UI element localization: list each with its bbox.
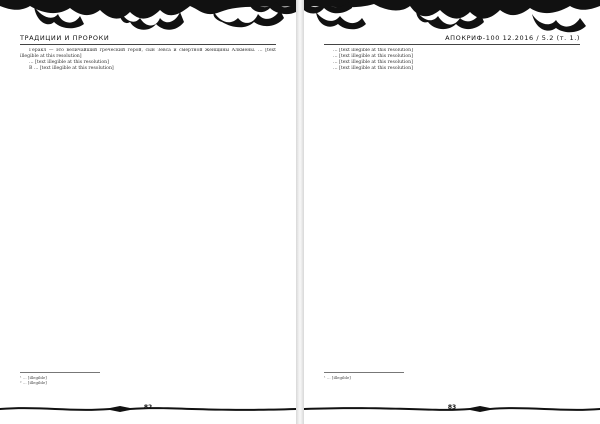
paragraph: … [text illegible at this resolution]	[333, 48, 413, 53]
page-number: 83	[447, 404, 457, 411]
running-head: ТРАДИЦИИ И ПРОРОКИ	[20, 34, 110, 42]
running-head: АПОКРИФ-100 12.2016 / 5.2 (т. 1.)	[445, 34, 580, 42]
paragraph: В … [text illegible at this resolution]	[29, 66, 114, 72]
header-rule	[20, 44, 276, 45]
footnote: ² … [illegible]	[20, 380, 47, 386]
body-text	[324, 48, 580, 368]
footnote: ¹ … [illegible]	[324, 375, 351, 380]
footnote-rule	[20, 372, 100, 373]
page-number: 82	[143, 404, 153, 411]
paragraph: Геракл — это величайший греческий герой, сын Зевса и смертной женщины Алкмены. … [text illegible at this resolution]	[20, 48, 276, 60]
header-rule	[324, 44, 580, 45]
footnotes	[20, 375, 276, 385]
paragraph: … [text illegible at this resolution]	[333, 66, 413, 72]
book-gutter	[296, 0, 304, 424]
left-page	[0, 0, 296, 424]
footnote-rule	[324, 372, 404, 373]
right-page	[304, 0, 600, 424]
paragraph: … [text illegible at this resolution]	[333, 60, 413, 66]
footnote: ¹ … [illegible]	[20, 375, 47, 380]
footnotes	[324, 375, 580, 380]
body-text	[20, 48, 276, 368]
paragraph: … [text illegible at this resolution]	[29, 60, 109, 66]
paragraph: … [text illegible at this resolution]	[333, 54, 413, 60]
